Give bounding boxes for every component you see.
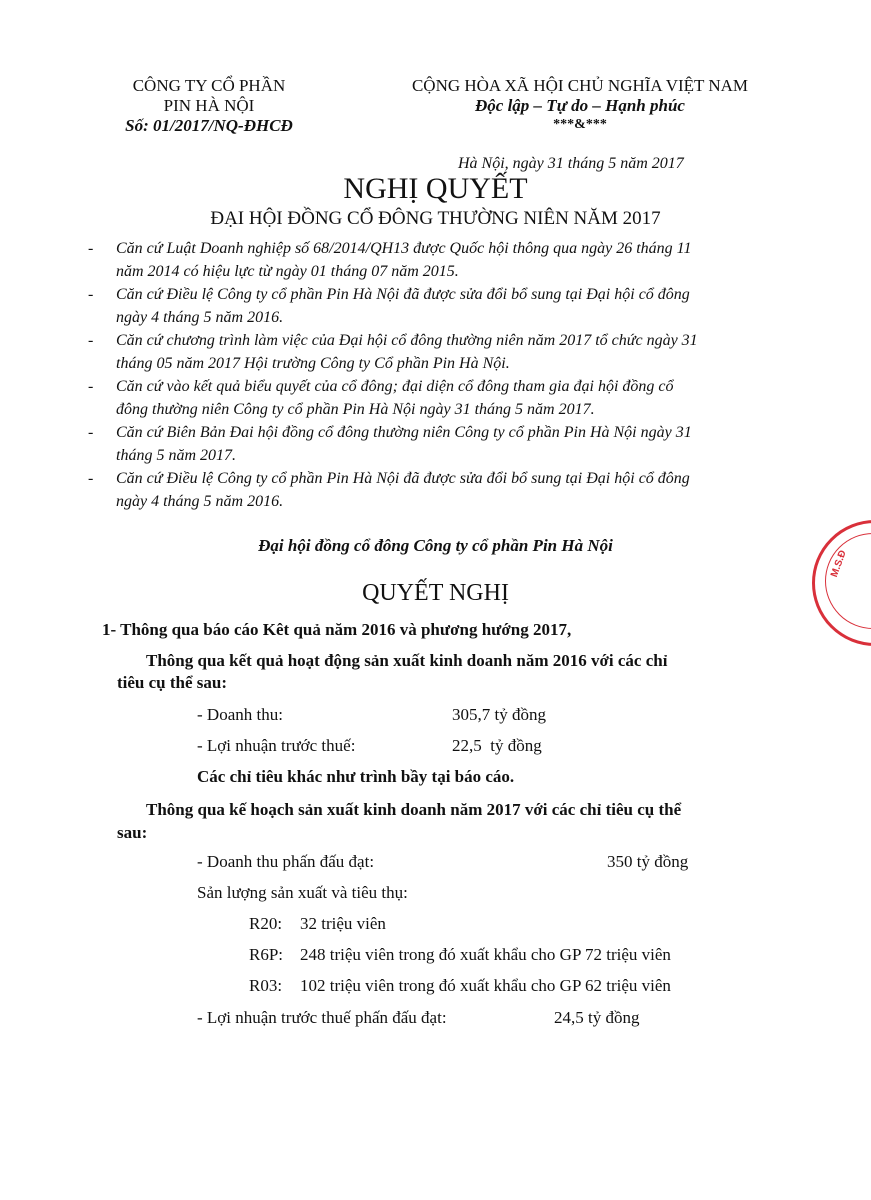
bullet-dash: - [88, 332, 94, 349]
company-name-line1: CÔNG TY CỔ PHẦN [132, 76, 286, 95]
profit-value: 22,5 tỷ đồng [452, 736, 542, 755]
basis-line: tháng 05 năm 2017 Hội trường Công ty Cổ phần Pin Hà Nội. [116, 355, 510, 372]
plan-paragraph-line: sau: [117, 823, 148, 842]
basis-line: năm 2014 có hiệu lực từ ngày 01 tháng 07 năm 2015. [116, 263, 459, 280]
bullet-dash: - [88, 286, 94, 303]
company-block [96, 76, 322, 136]
product-code: R03: [249, 976, 283, 995]
seal-inner-ring [825, 533, 871, 629]
basis-line: ngày 4 tháng 5 năm 2016. [116, 493, 284, 510]
product-description: 32 triệu viên [300, 914, 386, 933]
results-paragraph-line: tiêu cụ thể sau: [117, 673, 228, 692]
product-description: 248 triệu viên trong đó xuất khẩu cho GP 72 triệu viên [300, 945, 671, 964]
assembly-statement: Đại hội đồng cổ đông Công ty cổ phần Pin Hà Nội [258, 536, 613, 555]
target-profit-value: 24,5 tỷ đồng [554, 1008, 640, 1027]
bullet-dash: - [88, 424, 94, 441]
output-label: Sản lượng sản xuất và tiêu thụ: [197, 883, 408, 902]
basis-line: Căn cứ Điều lệ Công ty cổ phần Pin Hà Nội đã được sửa đổi bổ sung tại Đại hội cổ đông [116, 286, 690, 303]
revenue-label: - Doanh thu: [197, 705, 283, 724]
document-number: Số: 01/2017/NQ-ĐHCĐ [125, 116, 293, 135]
bullet-dash: - [88, 240, 94, 257]
basis-line: Căn cứ chương trình làm việc của Đại hội cổ đông thường niên năm 2017 tổ chức ngày 31 [116, 332, 698, 349]
section-1-heading: 1- Thông qua báo cáo Kêt quả năm 2016 và phương hướng 2017, [102, 620, 572, 639]
basis-line: Căn cứ Biên Bản Đai hội đồng cổ đông thường niên Công ty cổ phần Pin Hà Nội ngày 31 [116, 424, 692, 441]
nation-block [400, 76, 760, 134]
other-indicators: Các chỉ tiêu khác như trình bầy tại báo cáo. [197, 767, 515, 786]
results-paragraph-line: Thông qua kết quả hoạt động sản xuất kinh doanh năm 2016 với các chỉ [146, 651, 668, 670]
target-revenue-value: 350 tỷ đồng [607, 852, 689, 871]
product-code: R6P: [249, 945, 284, 964]
basis-line: đông thường niên Công ty cổ phần Pin Hà Nội ngày 31 tháng 5 năm 2017. [116, 401, 595, 418]
profit-label: - Lợi nhuận trước thuế: [197, 736, 356, 755]
basis-line: Căn cứ vào kết quả biểu quyết của cổ đông; đại diện cổ đông tham gia đại hội đồng cổ [116, 378, 674, 395]
header-ornament: ***&*** [553, 117, 607, 132]
bullet-dash: - [88, 470, 94, 487]
target-revenue-label: - Doanh thu phấn đấu đạt: [197, 852, 375, 871]
document-subtitle: ĐẠI HỘI ĐỒNG CỔ ĐÔNG THƯỜNG NIÊN NĂM 2017 [210, 208, 661, 229]
company-name-line2: PIN HÀ NỘI [163, 96, 255, 115]
plan-paragraph-line: Thông qua kế hoạch sản xuất kinh doanh năm 2017 với các chỉ tiêu cụ thể [146, 800, 682, 819]
resolution-title: QUYẾT NGHỊ [362, 580, 509, 606]
national-motto: Độc lập – Tự do – Hạnh phúc [475, 96, 685, 115]
target-profit-label: - Lợi nhuận trước thuế phấn đấu đạt: [197, 1008, 447, 1027]
nation-title: CỘNG HÒA XÃ HỘI CHỦ NGHĨA VIỆT NAM [411, 76, 749, 95]
basis-line: Căn cứ Điều lệ Công ty cổ phần Pin Hà Nội đã được sửa đổi bổ sung tại Đại hội cổ đông [116, 470, 690, 487]
product-code: R20: [249, 914, 283, 933]
basis-line: Căn cứ Luật Doanh nghiệp số 68/2014/QH13 được Quốc hội thông qua ngày 26 tháng 11 [116, 240, 692, 257]
seal-text: M.S.Đ [829, 548, 849, 579]
bullet-dash: - [88, 378, 94, 395]
date-line: Hà Nội, ngày 31 tháng 5 năm 2017 [458, 155, 684, 172]
revenue-value: 305,7 tỷ đồng [452, 705, 546, 724]
basis-line: tháng 5 năm 2017. [116, 447, 236, 464]
basis-line: ngày 4 tháng 5 năm 2016. [116, 309, 284, 326]
document-title: NGHỊ QUYẾT [343, 172, 528, 205]
product-description: 102 triệu viên trong đó xuất khẩu cho GP 62 triệu viên [300, 976, 671, 995]
